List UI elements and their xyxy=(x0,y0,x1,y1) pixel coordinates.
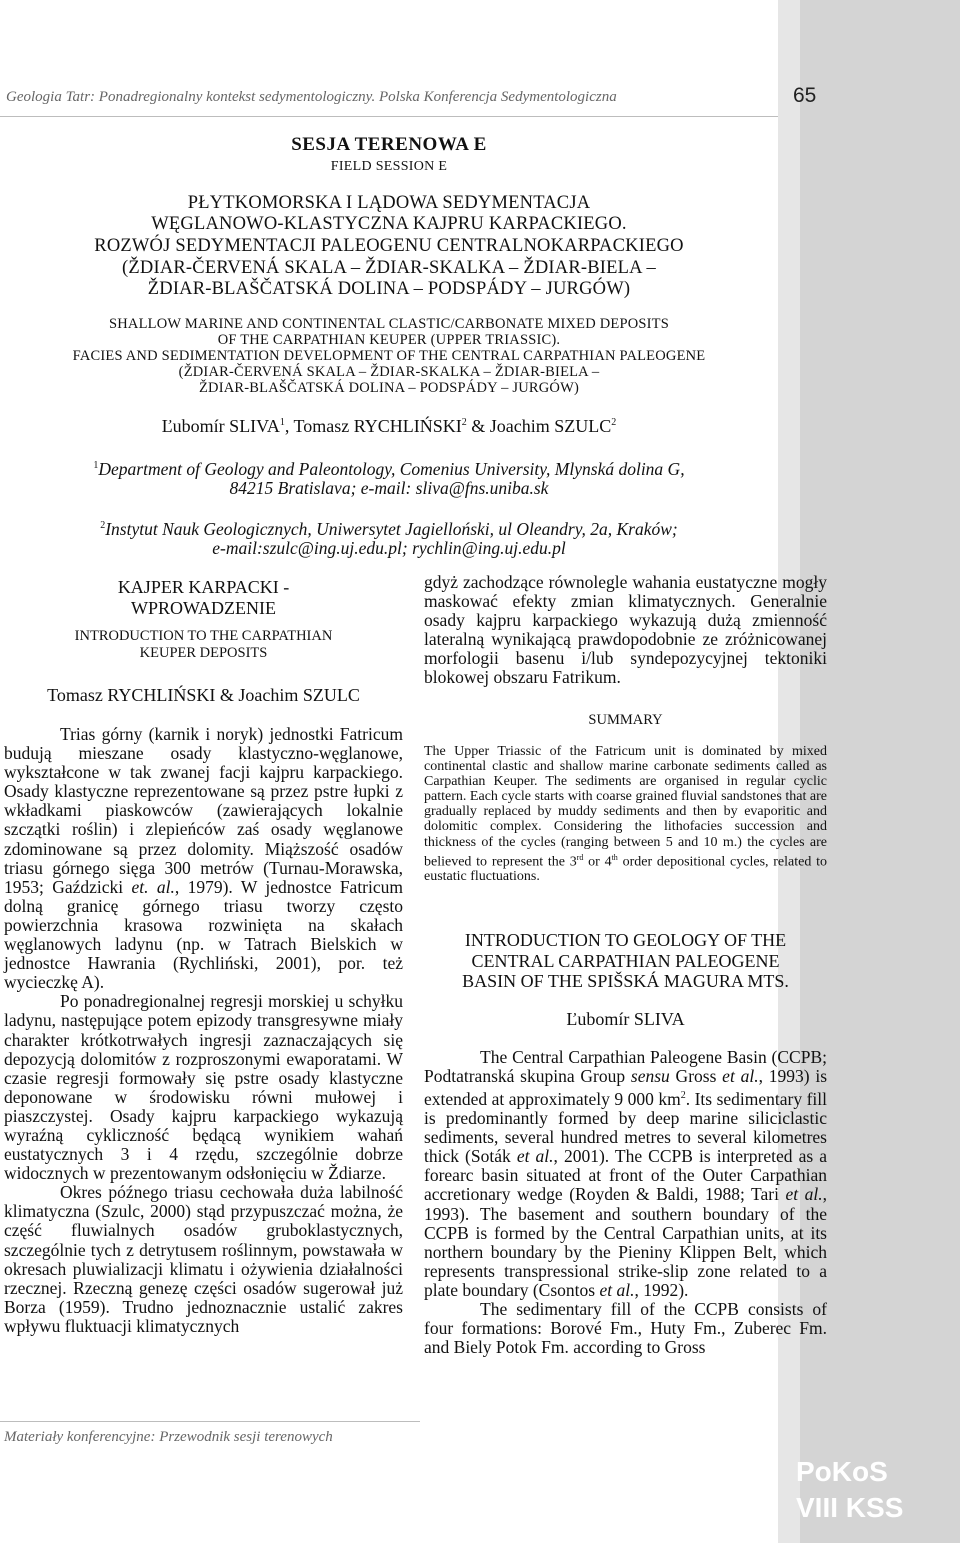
paragraph-3: Okres późnego triasu cechowała duża labilność klimatyczna (Szulc, 2000) stąd przypuszczać można, że część fluwialnych osadów gruboklastycznych, szczególnie tych z detrytusem roślinnym, powstawała w okresach pluwializacji klimatu i ożywienia działalności rzecznej. Rzeczną genezę części osadów sugerował już Borza (1959). Trudno jednoznacznie ustalić zakres wpływu fluktuacji klimatycznych xyxy=(4,1182,403,1336)
right-p1-d: . Its sedimentary fill is predominantly formed by deep marine siliciclastic sediments, several hundred metres to several kilometres thick (Soták xyxy=(424,1089,827,1167)
right-p1-etal-3: et al. xyxy=(785,1184,823,1205)
affiliation-1-line-1: Department of Geology and Paleontology, Comenius University, Mlynská dolina G, xyxy=(98,458,685,479)
title-pl-line-1: PŁYTKOMORSKA I LĄDOWA SEDYMENTACJA xyxy=(187,193,591,213)
affiliation-2-marker: 2 xyxy=(100,520,106,531)
title-en-line-2: OF THE CARPATHIAN KEUPER (UPPER TRIASSIC). xyxy=(217,332,561,348)
paragraph-2: Po ponadregionalnej regresji morskiej u schyłku ladynu, następujące potem epizody transgresywne miały charakter krótkotrwałych ingresji zaznaczających się depozycją dolomitów z rozproszonymi ewaporatami. W czasie regresji formowały się pstre osady klastyczne deponowane w środowisku równi mułowej i piaszczystej. Osady kajpru karpackiego wykazują wyraźną cykliczność będącą wynikiem wahań eustatycznych 3 i 4 rzędu, szczególnie dobrze widocznych w prezentowanym odsłonięciu w Ždiarze. xyxy=(4,991,403,1184)
summary-sup-th: th xyxy=(611,852,618,862)
right-paragraph-1 xyxy=(424,1048,827,1300)
affiliation-1-marker: 1 xyxy=(93,460,99,471)
affiliation-1-line-2: 84215 Bratislava; e-mail: sliva@fns.uniba.sk xyxy=(229,477,549,498)
right-p1-f: , 1993). The basement and southern boundary of the CCPB is formed by the Central Carpathian units, at its northern boundary by the Pieniny Klippen Belt, which represents transpressional strike-slip zone related to a plate boundary (Csontos xyxy=(424,1184,828,1300)
page-number: 65 xyxy=(793,84,817,107)
footer-text: Materiały konferencyjne: Przewodnik sesji terenowych xyxy=(4,1429,333,1445)
right-p1-g: , 1992). xyxy=(634,1279,689,1300)
right-body xyxy=(424,1048,827,1357)
author-sliva-affil: 1 xyxy=(279,417,285,428)
right-p1-a: The Central Carpathian Paleogene Basin (CCPB; Podtatranská skupina Group xyxy=(424,1047,827,1087)
footer-rule xyxy=(0,1421,420,1422)
paragraph-1-etal: et. al. xyxy=(131,876,175,897)
left-section-title-line-2: WPROWADZENIE xyxy=(131,597,276,618)
right-p1-sup: 2 xyxy=(680,1090,686,1102)
title-en-line-4: (ŽDIAR-ČERVENÁ SKALA – ŽDIAR-SKALKA – ŽDIAR-BIELA – xyxy=(178,364,600,380)
left-body xyxy=(4,725,403,1336)
title-pl-line-2: WĘGLANOWO-KLASTYCZNA KAJPRU KARPACKIEGO. xyxy=(151,214,627,234)
right-p1-etal-2: et al. xyxy=(516,1146,554,1167)
paragraph-1-part-a: Trias górny (karnik i noryk) jednostki Fatricum budują mieszane osady klastyczno-węglanowe, wykształcone w tak zwanej facji kajpru karpackiego. Osady klastyczne reprezentowane są przez pstre łupki z wkładkami piaskowców (zawierających lokalnie szczątki roślin) i zlepieńców zaś osady węglanowe zdominowane są przez dolomity. Miąższość osadów triasu górnego sięga 300 metrów (Turnau-Morawska, 1953; Gaździcki xyxy=(4,724,403,897)
right-section-title-line-2: CENTRAL CARPATHIAN PALEOGENE xyxy=(471,950,780,971)
right-section-title xyxy=(424,930,827,992)
paragraph-1-part-b: , 1979). W jednostce Fatricum dolną granicę górnego triasu tworzy często powierzchnia krasowa rozwinięta na skałach węglanowych ladynu (np. w Tatrach Bielskich w jednostce Hawrania (Rychliński, 2001), por. też wycieczkę A). xyxy=(4,876,404,993)
right-p1-sensu: sensu xyxy=(630,1066,670,1087)
right-paragraph-2: The sedimentary fill of the CCPB consists of four formations: Borové Fm., Huty Fm., Zuberec Fm. and Biely Potok Fm. according to Gross xyxy=(424,1299,827,1358)
author-szulc-affil: 2 xyxy=(611,417,617,428)
author-sliva: Ľubomír SLIVA xyxy=(161,416,280,436)
title-en-line-5: ŽDIAR-BLAŠČATSKÁ DOLINA – PODSPÁDY – JURGÓW) xyxy=(198,380,580,396)
running-header: Geologia Tatr: Ponadregionalny kontekst sedymentologiczny. Polska Konferencja Sedymentologiczna xyxy=(6,89,617,105)
logo-line-2: VIII KSS xyxy=(796,1492,904,1523)
author-rychlinski-affil: 2 xyxy=(461,417,467,428)
author-separator: & xyxy=(466,416,490,436)
left-section-subtitle-line-1: INTRODUCTION TO THE CARPATHIAN xyxy=(74,628,333,644)
session-subtitle: FIELD SESSION E xyxy=(330,159,448,174)
title-pl-line-4: (ŽDIAR-ČERVENÁ SKALA – ŽDIAR-SKALKA – ŽDIAR-BIELA – xyxy=(122,258,656,278)
left-section-title-line-1: KAJPER KARPACKI - xyxy=(117,577,290,597)
right-p1-e: , 2001). The CCPB is interpreted as a forearc basin situated at front of the Outer Carpathian accretionary wedge (Royden & Baldi, 1988; Tari xyxy=(424,1146,827,1205)
paragraph-1 xyxy=(4,725,403,992)
logo-line-1: PoKoS xyxy=(796,1456,888,1487)
title-pl-line-5: ŽDIAR-BLAŠČATSKÁ DOLINA – PODSPÁDY – JURGÓW) xyxy=(147,279,631,299)
author-separator: , xyxy=(284,416,294,436)
right-section-author: Ľubomír SLIVA xyxy=(566,1009,685,1029)
left-section-subtitle xyxy=(4,628,403,662)
right-section-title-line-3: BASIN OF THE SPIŠSKÁ MAGURA MTS. xyxy=(462,971,789,991)
summary-part-c: order depositional cycles, related to eustatic fluctuations. xyxy=(424,854,827,885)
right-p1-b: Gross xyxy=(669,1066,723,1087)
affiliation-2-line-1: Instytut Nauk Geologicznych, Uniwersytet Jagielloński, ul Oleandry, 2a, Kraków; xyxy=(105,518,678,539)
right-section-title-line-1: INTRODUCTION TO GEOLOGY OF THE xyxy=(464,930,787,950)
session-title: SESJA TERENOWA E xyxy=(291,134,487,155)
summary-sup-rd: rd xyxy=(576,852,584,862)
header-rule xyxy=(0,116,778,117)
summary-part-a: The Upper Triassic of the Fatricum unit is dominated by mixed continental clastic and shallow marine carbonate sediments called as Carpathian Keuper. The sediments are organised in regular cyclic pattern. Each cycle starts with coarse grained fluvial sandstones that are gradually replaced by muddy sediments and then by evaporitic and dolomitic complex. Considering the lithofacies succession and thickness of the cycles (ranging between 5 and 10 m.) the cycles are believed to represent the 3 xyxy=(424,744,827,870)
right-paragraph-continued: gdyż zachodzące równolegle wahania eustatyczne mogły maskować efekty zmian klimatycznych. Generalnie osady kajpru karpackiego wykazują dużą zmienność lateralną wynikającą prawdopodobnie ze zróżnicowanej morfologii basenu i/lub syndepozycyjnej tektoniki blokowej obszaru Fatrikum. xyxy=(424,572,827,688)
affiliation-2 xyxy=(0,516,778,558)
affiliation-1 xyxy=(0,456,778,498)
author-rychlinski: Tomasz RYCHLIŃSKI xyxy=(293,416,462,436)
summary-title: SUMMARY xyxy=(588,712,663,728)
affiliation-2-line-2: e-mail:szulc@ing.uj.edu.pl; rychlin@ing.uj.edu.pl xyxy=(212,537,566,558)
left-section-authors: Tomasz RYCHLIŃSKI & Joachim SZULC xyxy=(47,685,360,705)
author-szulc: Joachim SZULC xyxy=(489,416,612,436)
summary-text xyxy=(424,744,827,885)
left-section-subtitle-line-2: KEUPER DEPOSITS xyxy=(139,645,268,661)
title-en-line-1: SHALLOW MARINE AND CONTINENTAL CLASTIC/CARBONATE MIXED DEPOSITS xyxy=(108,316,670,332)
authors-line xyxy=(0,416,778,437)
title-en-line-3: FACIES AND SEDIMENTATION DEVELOPMENT OF THE CENTRAL CARPATHIAN PALEOGENE xyxy=(72,348,706,364)
right-p1-c: , 1993) is extended at approximately 9 000 km xyxy=(424,1066,828,1110)
right-p1-etal-1: et al. xyxy=(722,1066,759,1087)
title-pl-line-3: ROZWÓJ SEDYMENTACJI PALEOGENU CENTRALNOKARPACKIEGO xyxy=(94,236,684,256)
pokos-logo xyxy=(796,1454,946,1526)
left-section-title xyxy=(4,577,403,618)
summary-part-b: or 4 xyxy=(583,854,612,870)
right-p1-etal-4: et al. xyxy=(599,1279,635,1300)
